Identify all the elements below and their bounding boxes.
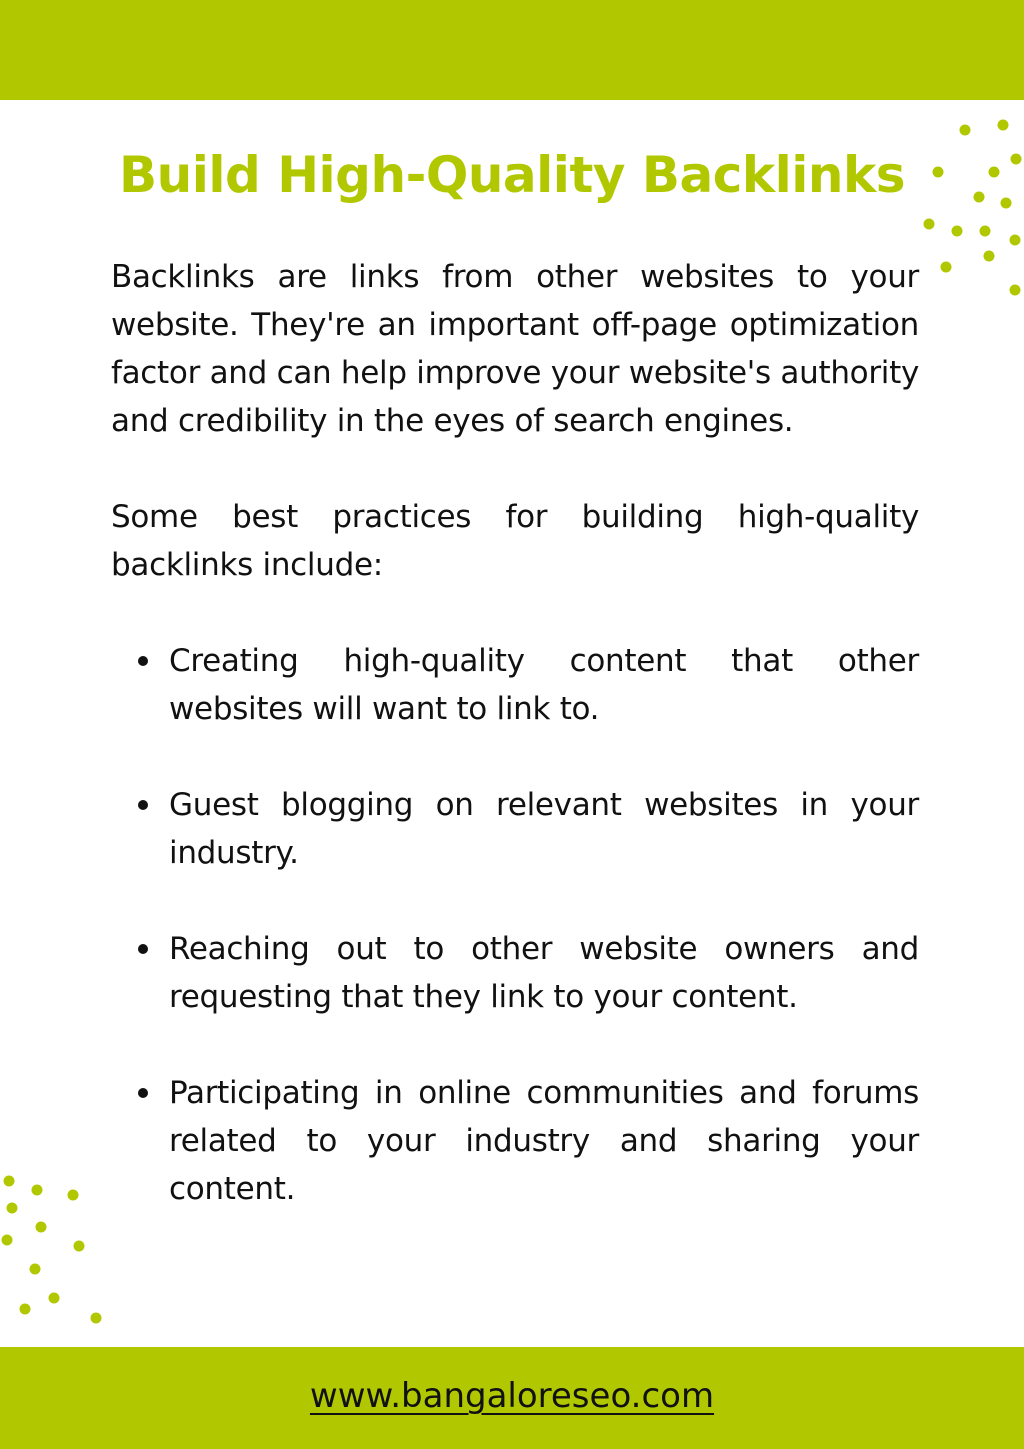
practices-list: [111, 637, 919, 1213]
list-intro-paragraph: Some best practices for building high-quality backlinks include:: [111, 499, 919, 583]
list-item: [111, 925, 919, 1021]
bullet-icon: [138, 656, 148, 666]
top-accent-band: [0, 0, 1024, 100]
website-link[interactable]: www.bangaloreseo.com: [309, 1376, 715, 1416]
list-item-text: Creating high-quality content that other websites will want to link to.: [169, 643, 919, 727]
list-item-text: Participating in online communities and forums related to your industry and sharing your content.: [169, 1075, 919, 1207]
dot-pattern-bottom-left: [0, 1170, 110, 1330]
bullet-icon: [138, 944, 148, 954]
list-item-text: Guest blogging on relevant websites in your industry.: [169, 787, 919, 871]
list-item: [111, 637, 919, 733]
intro-paragraph: Backlinks are links from other websites to your website. They're an important off-page optimization factor and can help improve your website's authority and credibility in the eyes of search engines.: [111, 259, 919, 439]
list-item: [111, 781, 919, 877]
page-title: Build High-Quality Backlinks: [119, 146, 905, 204]
main-content: [111, 253, 919, 1213]
list-item: [111, 1069, 919, 1213]
list-item-text: Reaching out to other website owners and requesting that they link to your content.: [169, 931, 919, 1015]
bullet-icon: [138, 1088, 148, 1098]
bullet-icon: [138, 800, 148, 810]
